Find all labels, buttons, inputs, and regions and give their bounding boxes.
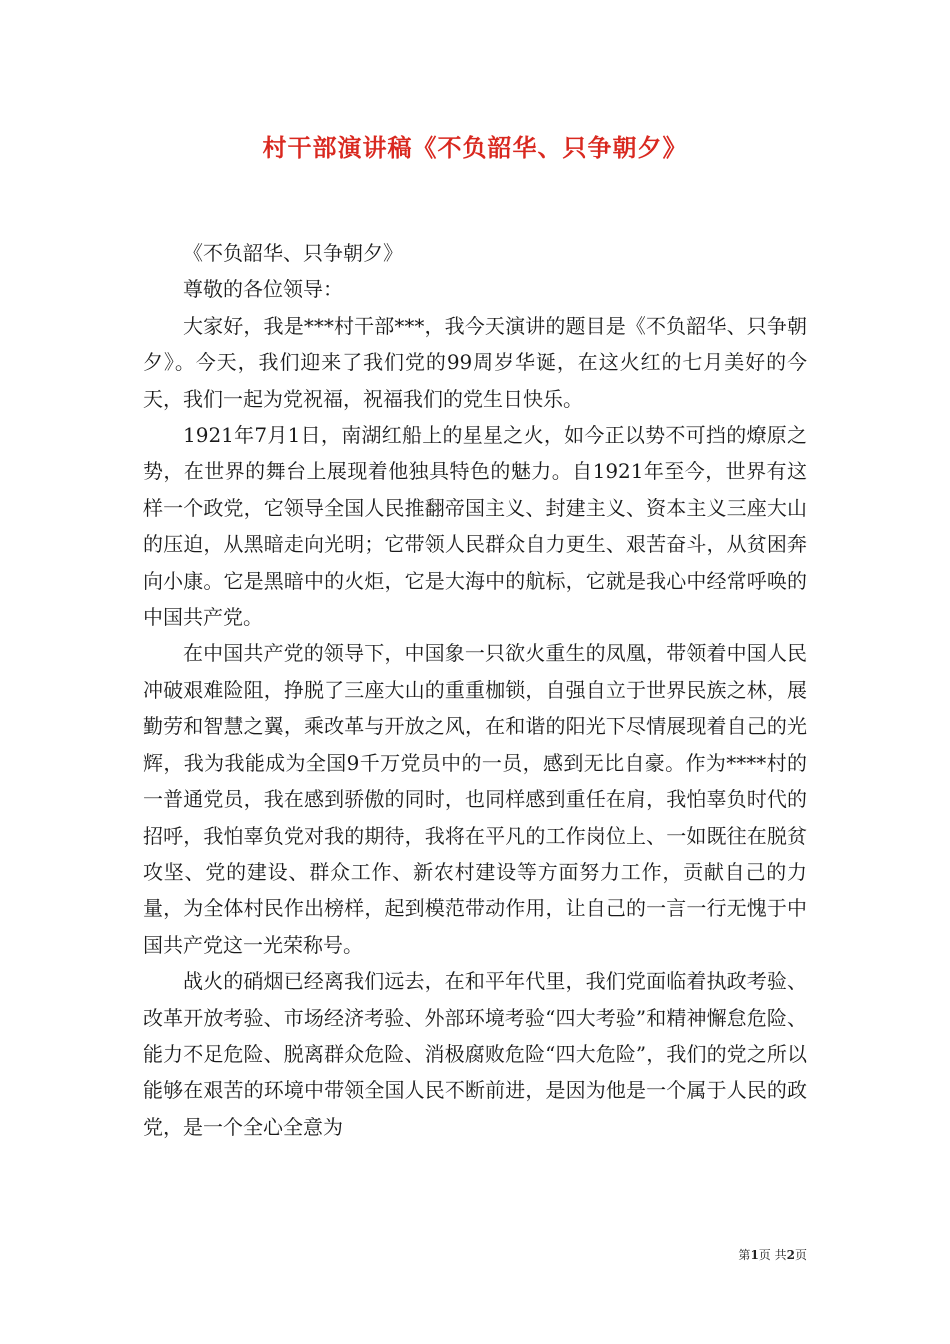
- document-body: [143, 235, 807, 1145]
- footer-middle: 页 共: [758, 1248, 787, 1262]
- document-title: 村干部演讲稿《不负韶华、只争朝夕》: [262, 133, 688, 162]
- footer-current-page: 1: [750, 1248, 759, 1262]
- footer-suffix: 页: [794, 1248, 807, 1262]
- footer-prefix: 第: [738, 1248, 751, 1262]
- paragraph-history: 1921年7月1日，南湖红船上的星星之火，如今正以势不可挡的燎原之势，在世界的舞台上展现着他独具特色的魅力。自1921年至今，世界有这样一个政党，它领导全国人民推翻帝国主义、封建主义、资本主义三座大山的压迫，从黑暗走向光明；它带领人民群众自力更生、艰苦奋斗，从贫困奔向小康。它是黑暗中的火炬，它是大海中的航标，它就是我心中经常呼唤的中国共产党。: [143, 423, 807, 630]
- paragraph-introduction: 大家好，我是***村干部***，我今天演讲的题目是《不负韶华、只争朝夕》。今天，我们迎来了我们党的99周岁华诞，在这火红的七月美好的今天，我们一起为党祝福，祝福我们的党生日快乐。: [143, 313, 807, 411]
- paragraph-speech-title: 《不负韶华、只争朝夕》: [183, 241, 403, 265]
- page-number-footer: [738, 1246, 807, 1263]
- paragraph-salutation: 尊敬的各位领导：: [183, 277, 343, 302]
- paragraph-leadership: 在中国共产党的领导下，中国象一只欲火重生的凤凰，带领着中国人民冲破艰难险阻，挣脱了三座大山的重重枷锁，自强自立于世界民族之林，展勤劳和智慧之翼，乘改革与开放之风，在和谐的阳光下尽情展现着自己的光辉，我为我能成为全国9千万党员中的一员，感到无比自豪。作为****村的一普通党员，我在感到骄傲的同时，也同样感到重任在肩，我怕辜负时代的招呼，我怕辜负党对我的期待，我将在平凡的工作岗位上、一如既往在脱贫攻坚、党的建设、群众工作、新农村建设等方面努力工作，贡献自己的力量，为全体村民作出榜样，起到模范带动作用，让自己的一言一行无愧于中国共产党这一光荣称号。: [143, 641, 807, 957]
- paragraph-challenges: 战火的硝烟已经离我们远去，在和平年代里，我们党面临着执政考验、改革开放考验、市场经济考验、外部环境考验“四大考验”和精神懈怠危险、能力不足危险、脱离群众危险、消极腐败危险“四大危险”，我们的党之所以能够在艰苦的环境中带领全国人民不断前进，是因为他是一个属于人民的政党，是一个全心全意为: [143, 969, 807, 1139]
- footer-total-pages: 2: [786, 1248, 795, 1262]
